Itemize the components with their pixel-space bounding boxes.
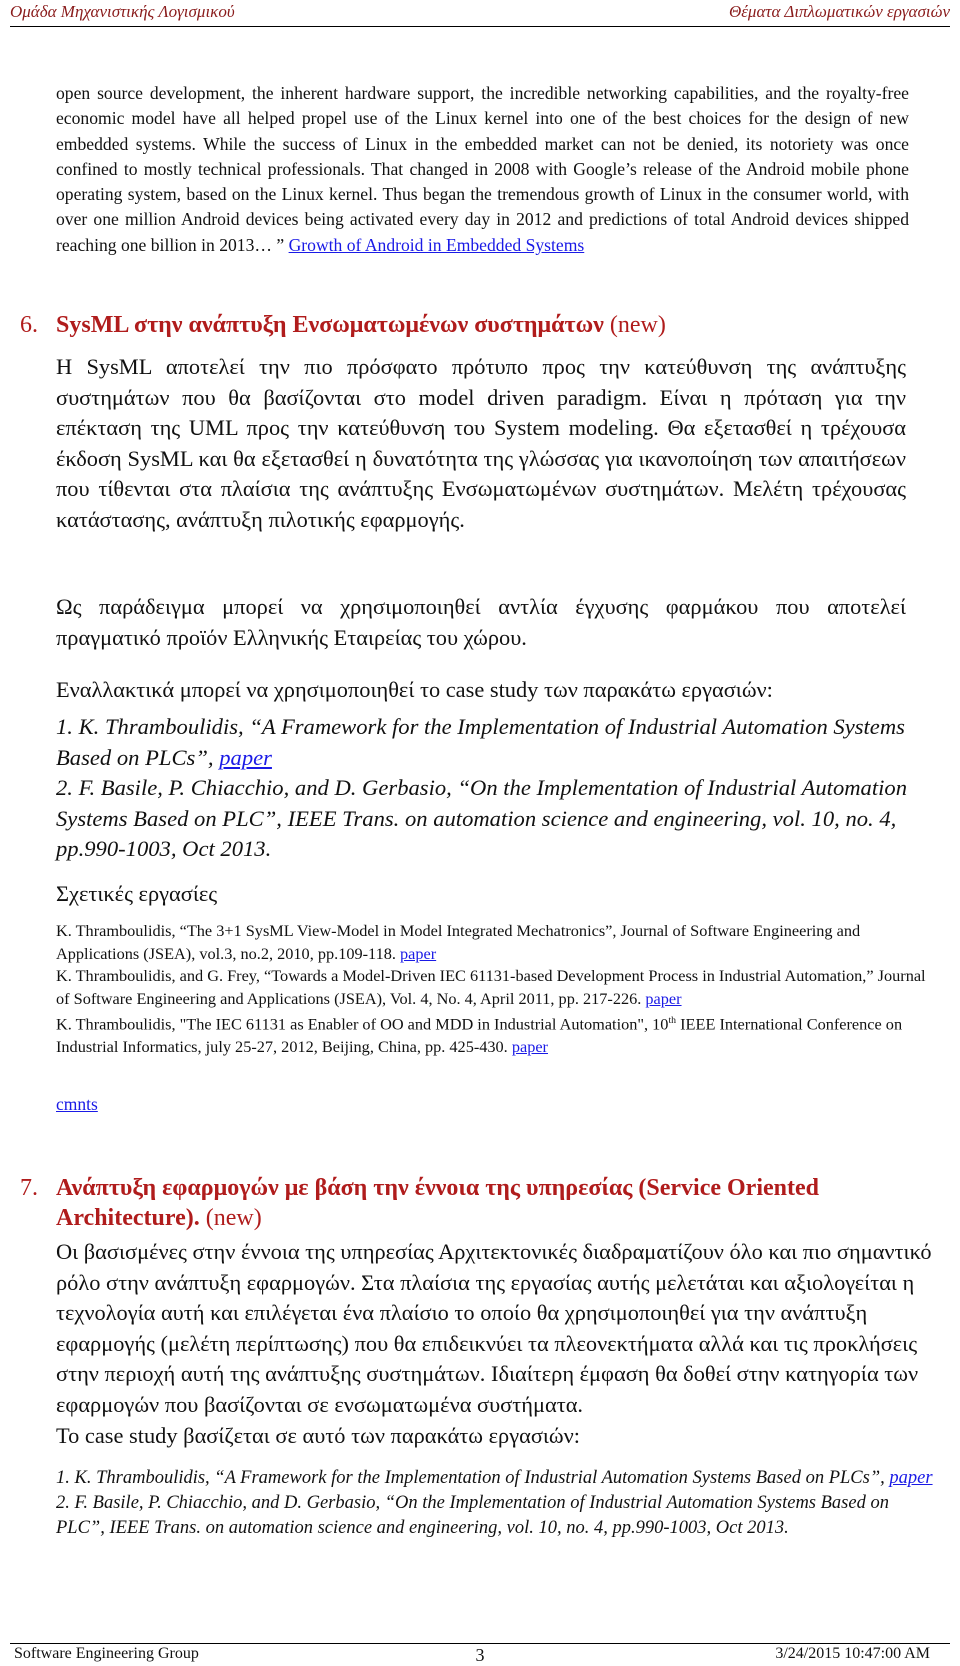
related-work-3-paper-link[interactable]: paper [511,1036,548,1056]
section-7-number: 7. [20,1175,38,1201]
header-right: Θέματα Διπλωματικών εργασιών [728,2,950,21]
related-work-1-paper-link[interactable]: paper [400,943,437,963]
section-6-paragraph-1: Η SysML αποτελεί την πιο πρόσφατο πρότυπο προς την κατεύθυνση της ανάπτυξης συστημάτων που θα βασίζονται στο model driven paradigm. Είναι η πρόταση για την επέκταση της UML προς την κατεύθυνση του System modeling. Θα εξετασθεί η τρέχουσα έκδοση SysML και θα εξετασθεί η δυνατότητα της γλώσσας για ικανοποίηση των απαιτήσεων που τίθενται στα πλαίσια της ανάπτυξης Ενσωματωμένων συστημάτων. Μελέτη τρέχουσας κατάστασης, ανάπτυξη πιλοτικής εφαρμογής. [56,354,906,532]
footer-left: Software Engineering Group [14,1645,199,1662]
page-footer [10,1643,950,1664]
intro-text: open source development, the inherent hardware support, the incredible networking capabilities, and the royalty-free economic model have all helped propel use of the Linux kernel into one of the best choices for the design of new embedded systems. While the success of Linux in the embedded market can not be denied, its notoriety was once confined to mostly technical professionals. That changed in 2008 with Google’s release of the Android mobile phone operating system, based on the Linux kernel. Thus began the tremendous growth of Linux in the consumer world, with over one million Android devices being activated every day in 2012 and predictions of total Android devices shipped reaching one billion in 2013… ” [56,83,909,255]
related-work-1-text: K. Thramboulidis, “The 3+1 SysML View-Model in Model Integrated Mechatronics”, Journal of Software Engineering and Applications (JSEA), vol.3, no.2, 2010, pp.109-118. [56,921,861,963]
related-work-2-paper-link[interactable]: paper [645,988,682,1008]
related-works-list [56,920,936,1058]
section-6-number: 6. [20,312,38,338]
related-works-heading: Σχετικές εργασίες [56,881,218,906]
section-6-paragraph-2: Ως παράδειγμα μπορεί να χρησιμοποιηθεί αντλία έγχυσης φαρμάκου που αποτελεί πραγματικό προϊόν Ελληνικής Εταιρείας του χώρου. [56,594,906,650]
related-work-3-text: K. Thramboulidis, "The IEC 61131 as Enabler of OO and MDD in Industrial Automation", 10 [56,1014,669,1034]
intro-paragraph [56,81,909,258]
section-7-heading [20,1173,920,1233]
footer-date: 3/24/2015 10:47:00 AM [775,1645,930,1662]
comments-link-wrap [56,1094,98,1115]
section-7-ref-1-paper-link[interactable]: paper [889,1468,933,1488]
section-7-paragraph-2: Το case study βασίζεται σε αυτό των παρακάτω εργασιών: [56,1422,581,1448]
related-work-2 [56,965,936,1010]
section-7-ref-2: 2. F. Basile, P. Chiacchio, and D. Gerbasio, “On the Implementation of Industrial Automation Systems Based on PLC”, IEEE Trans. on automation science and engineering, vol. 10, no. 4, pp.990-1003, Oct 2013. [56,1493,889,1538]
related-work-1 [56,920,936,965]
section-6-new-tag: (new) [609,312,666,338]
section-6-paragraph-3: Εναλλακτικά μπορεί να χρησιμοποιηθεί το case study των παρακάτω εργασιών: [56,677,773,702]
related-work-3 [56,1010,936,1058]
page-number: 3 [475,1645,485,1665]
section-6-ref-1-paper-link[interactable]: paper [219,744,272,770]
page-header [10,2,950,27]
section-6-ref-2: 2. F. Basile, P. Chiacchio, and D. Gerbasio, “On the Implementation of Industrial Automation Systems Based on PLC”, IEEE Trans. on automation science and engineering, vol. 10, no. 4, pp.990-1003, Oct 2013. [56,775,908,862]
related-work-3-text-cont: IEEE International Conference on Industrial Informatics, july 25-27, 2012, Beijing, China, pp. 425-430. [56,1014,903,1056]
related-work-3-superscript: th [668,1015,677,1026]
section-7-new-tag: (new) [205,1205,262,1231]
section-7-ref-1 [56,1466,936,1491]
section-6-ref-1-text: 1. K. Thramboulidis, “A Framework for the Implementation of Industrial Automation Systems Based on PLCs”, [56,714,905,770]
section-7-ref-1-text: 1. K. Thramboulidis, “A Framework for the Implementation of Industrial Automation Systems Based on PLCs”, [56,1468,885,1488]
section-7-case-refs [56,1466,936,1541]
section-6-case-refs [56,712,916,865]
section-6-ref-1 [56,712,916,773]
header-left: Ομάδα Μηχανιστικής Λογισμικού [10,2,235,21]
section-7-body [56,1237,936,1451]
section-6-heading [20,312,666,339]
section-6-title: SysML στην ανάπτυξη Ενσωματωμένων συστημάτων [56,312,604,338]
related-work-2-text: K. Thramboulidis, and G. Frey, “Towards a Model-Driven IEC 61131-based Development Process in Industrial Automation,” Journal of Software Engineering and Applications (JSEA), Vol. 4, No. 4, April 2011, pp. 217-226. [56,966,926,1008]
android-growth-link[interactable]: Growth of Android in Embedded Systems [288,234,585,255]
section-7-paragraph-1: Οι βασισμένες στην έννοια της υπηρεσίας Αρχιτεκτονικές διαδραματίζουν όλο και πιο σημαντικό ρόλο στην ανάπτυξη εφαρμογών. Στα πλαίσια της εργασίας αυτής μελετάται και αξιολογείται η τεχνολογία αυτή και επιλέγεται ένα πλαίσιο το οποίο θα χρησιμοποιηθεί για την ανάπτυξη εφαρμογής (μελέτη περίπτωσης) που θα επιδεικνύει τα πλεονεκτήματα αλλά και τις προκλήσεις στην περιοχή αυτή της ανάπτυξης συστημάτων. Ιδιαίτερη έμφαση θα δοθεί στην κατηγορία των εφαρμογών που βασίζονται σε ενσωματωμένα συστήματα. [56,1239,932,1417]
comments-link[interactable]: cmnts [56,1094,98,1114]
section-7-title: Ανάπτυξη εφαρμογών με βάση την έννοια της υπηρεσίας (Service Oriented Architecture). [56,1175,819,1231]
